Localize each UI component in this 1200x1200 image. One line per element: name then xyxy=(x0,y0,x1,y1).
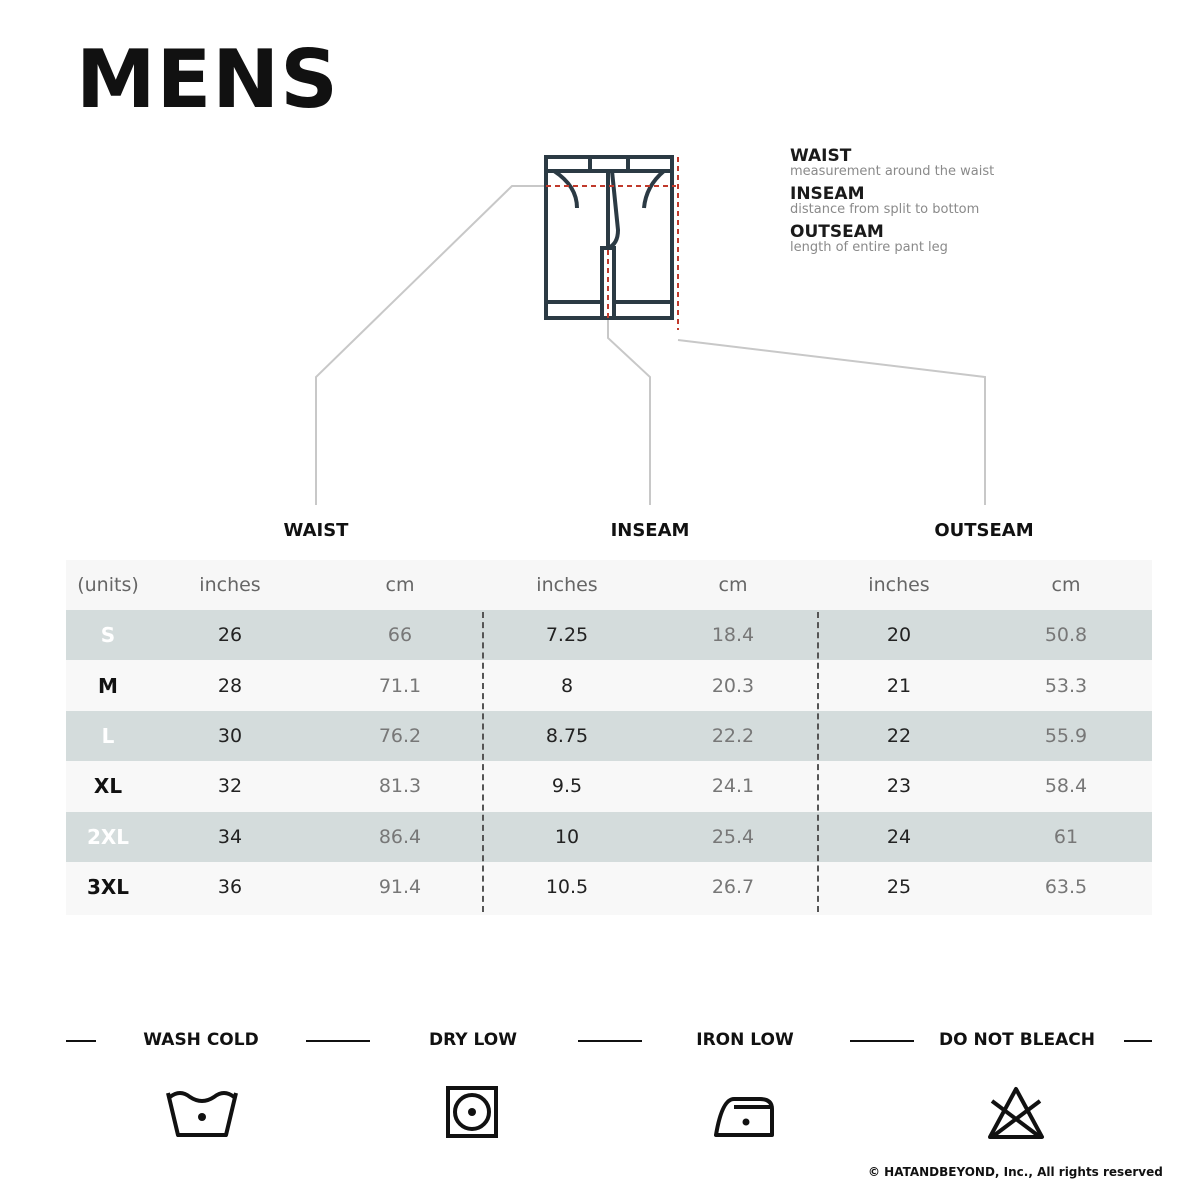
waist-cm-unit: cm xyxy=(385,574,415,596)
table-row xyxy=(66,862,1152,912)
cell-outseam-cm: 61 xyxy=(1053,825,1079,848)
cell-outseam-in: 25 xyxy=(886,876,912,899)
care-rule xyxy=(850,1040,914,1042)
waist-leader-line xyxy=(316,186,545,505)
size-table xyxy=(66,560,1152,912)
care-label-wash-cold: WASH COLD xyxy=(143,1030,259,1050)
table-row xyxy=(66,761,1152,811)
care-rule xyxy=(306,1040,370,1042)
column-header-outseam: OUTSEAM xyxy=(934,520,1034,541)
shorts-outline xyxy=(546,157,672,318)
legend-inseam: INSEAM distance from split to bottom xyxy=(790,184,980,217)
cell-outseam-in: 20 xyxy=(886,624,912,647)
cell-size: S xyxy=(100,623,116,648)
cell-outseam-cm: 58.4 xyxy=(1044,775,1088,798)
cell-inseam-in: 8 xyxy=(560,674,574,697)
iron-low-icon xyxy=(712,1085,776,1141)
cell-size: M xyxy=(98,673,118,698)
cell-inseam-in: 7.25 xyxy=(545,624,589,647)
cell-waist-in: 26 xyxy=(217,624,243,647)
care-label-dry-low: DRY LOW xyxy=(429,1030,517,1050)
copyright-notice: © HATANDBEYOND, Inc., All rights reserved xyxy=(868,1165,1163,1179)
care-rule xyxy=(1124,1040,1152,1042)
cell-inseam-in: 10 xyxy=(554,825,580,848)
cell-inseam-in: 8.75 xyxy=(545,724,589,747)
cell-inseam-cm: 18.4 xyxy=(711,624,755,647)
wash-cold-icon xyxy=(164,1085,240,1141)
inseam-inches-unit: inches xyxy=(536,574,598,596)
outseam-inches-unit: inches xyxy=(868,574,930,596)
cell-outseam-in: 23 xyxy=(886,775,912,798)
cell-waist-cm: 81.3 xyxy=(378,775,422,798)
table-row xyxy=(66,660,1152,710)
cell-outseam-cm: 53.3 xyxy=(1044,674,1088,697)
outseam-leader-line xyxy=(678,340,985,505)
column-header-inseam: INSEAM xyxy=(610,520,690,541)
cell-outseam-cm: 50.8 xyxy=(1044,624,1088,647)
care-label-iron-low: IRON LOW xyxy=(696,1030,794,1050)
cell-inseam-in: 9.5 xyxy=(551,775,583,798)
cell-outseam-in: 24 xyxy=(886,825,912,848)
waist-inches-unit: inches xyxy=(199,574,261,596)
cell-size: 2XL xyxy=(86,824,130,849)
cell-outseam-cm: 63.5 xyxy=(1044,876,1088,899)
inseam-leader-line xyxy=(608,318,650,505)
cell-waist-in: 28 xyxy=(217,674,243,697)
cell-size: XL xyxy=(93,774,123,799)
inseam-cm-unit: cm xyxy=(718,574,748,596)
cell-outseam-in: 22 xyxy=(886,724,912,747)
cell-size: L xyxy=(101,723,115,748)
cell-waist-cm: 76.2 xyxy=(378,724,422,747)
units-label: (units) xyxy=(77,574,139,596)
cell-waist-in: 34 xyxy=(217,825,243,848)
cell-inseam-cm: 25.4 xyxy=(711,825,755,848)
outseam-cm-unit: cm xyxy=(1051,574,1081,596)
cell-inseam-cm: 22.2 xyxy=(711,724,755,747)
legend-outseam: OUTSEAM length of entire pant leg xyxy=(790,222,948,255)
cell-inseam-in: 10.5 xyxy=(545,876,589,899)
cell-size: 3XL xyxy=(86,875,130,900)
care-rule xyxy=(578,1040,642,1042)
cell-inseam-cm: 20.3 xyxy=(711,674,755,697)
cell-waist-in: 30 xyxy=(217,724,243,747)
units-row xyxy=(66,560,1152,610)
cell-waist-in: 36 xyxy=(217,876,243,899)
cell-inseam-cm: 24.1 xyxy=(711,775,755,798)
cell-waist-cm: 91.4 xyxy=(378,876,422,899)
tumble-dry-low-icon xyxy=(445,1085,499,1141)
table-row xyxy=(66,812,1152,862)
column-header-waist: WAIST xyxy=(283,520,349,541)
cell-outseam-cm: 55.9 xyxy=(1044,724,1088,747)
cell-waist-in: 32 xyxy=(217,775,243,798)
divider-waist-inseam xyxy=(482,612,484,912)
cell-waist-cm: 66 xyxy=(387,624,413,647)
do-not-bleach-icon xyxy=(986,1085,1046,1141)
cell-waist-cm: 71.1 xyxy=(378,674,422,697)
cell-outseam-in: 21 xyxy=(886,674,912,697)
table-body xyxy=(66,610,1152,912)
divider-inseam-outseam xyxy=(817,612,819,912)
legend-waist: WAIST measurement around the waist xyxy=(790,146,995,179)
care-rule xyxy=(66,1040,96,1042)
measurement-legend xyxy=(790,147,1090,261)
care-label-do-not-bleach: DO NOT BLEACH xyxy=(939,1030,1095,1050)
cell-waist-cm: 86.4 xyxy=(378,825,422,848)
cell-inseam-cm: 26.7 xyxy=(711,876,755,899)
page-title: MENS xyxy=(76,33,339,126)
table-row xyxy=(66,610,1152,660)
table-row xyxy=(66,711,1152,761)
